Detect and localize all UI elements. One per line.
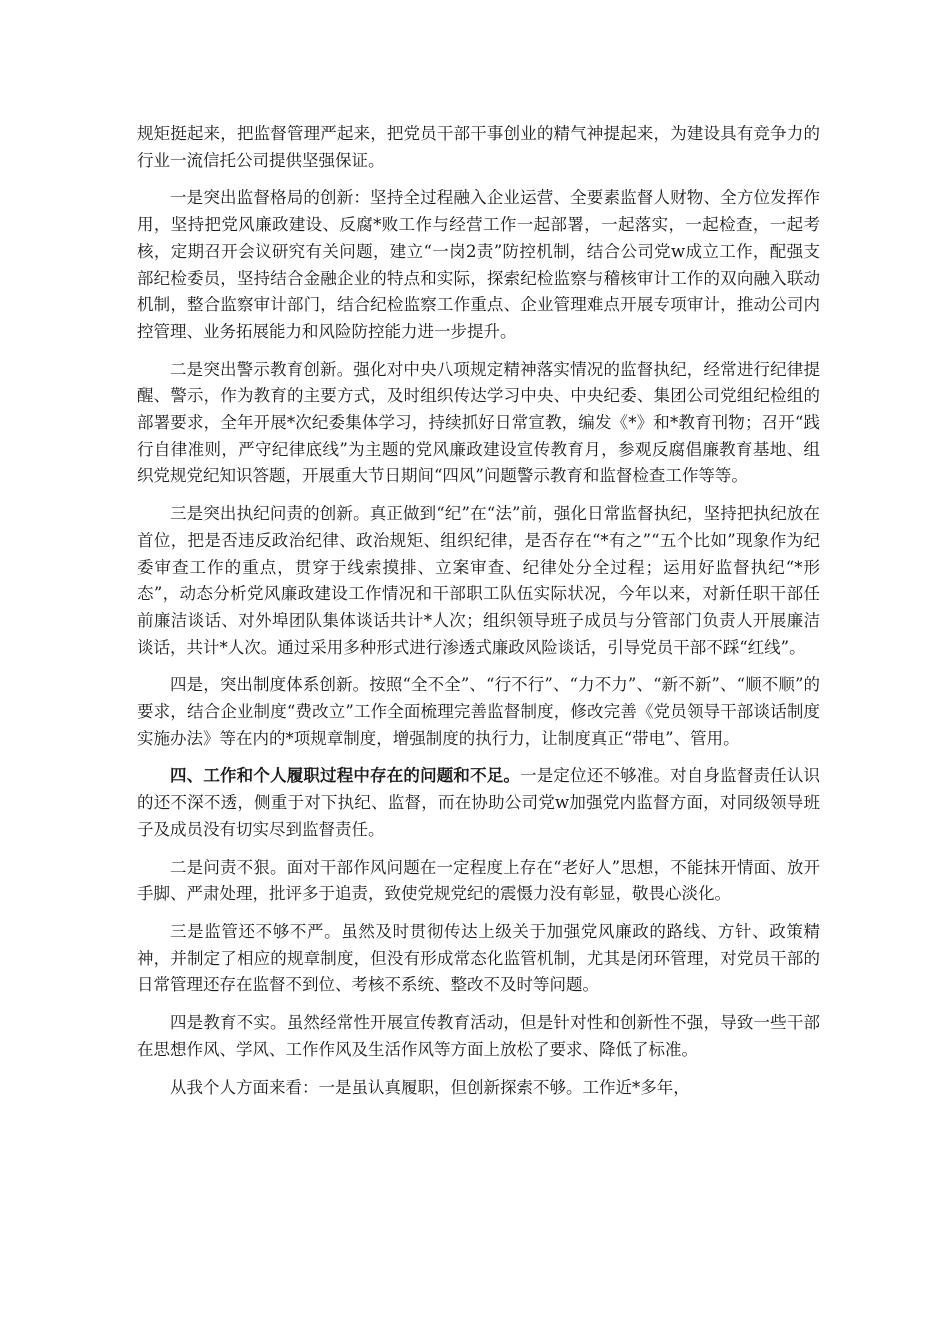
paragraph-text: 二是突出警示教育创新。强化对中央八项规定精神落实情况的监督执纪，经常进行纪律提醒、警示，作为教育的主要方式，及时组织传达学习中央、中央纪委、集团公司党组纪检组的部署要求，全年开展*次纪委集体学习，持续抓好日常宣教，编发《*》和*教育刊物；召开“践行自律准则，严守纪律底线”为主题的党风廉政建设宣传教育月，参观反腐倡廉教育基地、组织党规党纪知识答题，开展重大节日期间“四风”问题警示教育和监督检查工作等等。 <box>137 359 820 486</box>
paragraph-4 <box>137 501 820 661</box>
paragraph-2 <box>137 185 820 345</box>
paragraph-text: 三是突出执纪问责的创新。真正做到“纪”在“法”前，强化日常监督执纪，坚持把执纪放在首位，把是否违反政治纪律、政治规矩、组织纪律，是否存在“*有之”“五个比如”现象作为纪委审查工作的重点，贯穿于线索摸排、立案审查、纪律处分全过程；运用好监督执纪“*形态”，动态分析党风廉政建设工作情况和干部职工队伍实际状况，今年以来，对新任职干部任前廉洁谈话、对外埠团队集体谈话共计*人次；组织领导班子成员与分管部门负责人开展廉洁谈话，共计*人次。通过采用多种形式进行渗透式廉政风险谈话，引导党员干部不踩“红线”。 <box>137 504 820 657</box>
paragraph-text: 四是教育不实。虽然经常性开展宣传教育活动，但是针对性和创新性不强，导致一些干部在思想作风、学风、工作作风及生活作风等方面上放松了要求、降低了标准。 <box>137 1013 820 1059</box>
paragraph-text: 一是突出监督格局的创新：坚持全过程融入企业运营、全要素监督人财物、全方位发挥作用，坚持把党风廉政建设、反腐*败工作与经营工作一起部署，一起落实，一起检查，一起考核，定期召开会议研究有关问题，建立“一岗2责”防控机制，结合公司党w成立工作，配强支部纪检委员，坚持结合金融企业的特点和实际，探索纪检监察与稽核审计工作的双向融入联动机制，整合监察审计部门，结合纪检监察工作重点、企业管理难点开展专项审计，推动公司内控管理、业务拓展能力和风险防控能力进一步提升。 <box>137 188 820 341</box>
section-heading: 四、工作和个人履职过程中存在的问题和不足。 <box>170 766 521 786</box>
paragraph-text: 四是，突出制度体系创新。按照“全不全”、“行不行”、“力不力”、“新不新”、“顺不顺”的要求，结合企业制度“费改立”工作全面梳理完善监督制度，修改完善《党员领导干部谈话制度实施办法》等在内的*项规章制度，增强制度的执行力，让制度真正“带电”、管用。 <box>137 675 820 748</box>
paragraph-5 <box>137 672 820 752</box>
paragraph-text: 从我个人方面来看：一是虽认真履职，但创新探索不够。工作近*多年， <box>170 1077 690 1097</box>
paragraph-6 <box>137 763 820 843</box>
paragraph-8 <box>137 919 820 999</box>
document-page <box>137 121 820 1112</box>
paragraph-text: 三是监管还不够不严。虽然及时贯彻传达上级关于加强党风廉政的路线、方针、政策精神，并制定了相应的规章制度，但没有形成常态化监管机制，尤其是闭环管理，对党员干部的日常管理还存在监督不到位、考核不系统、整改不及时等问题。 <box>137 921 820 995</box>
paragraph-10 <box>137 1075 820 1102</box>
paragraph-1 <box>137 121 820 174</box>
paragraph-7 <box>137 855 820 908</box>
paragraph-3 <box>137 357 820 491</box>
paragraph-text: 规矩挺起来，把监督管理严起来，把党员干部干事创业的精气神提起来，为建设具有竞争力的行业一流信托公司提供坚强保证。 <box>137 124 820 170</box>
paragraph-text: 一是定位还不够准。对自身监督责任认识的还不深不透，侧重于对下执纪、监督，而在协助公司党w加强党内监督方面，对同级领导班子及成员没有切实尽到监督责任。 <box>137 766 821 839</box>
paragraph-text: 二是问责不狠。面对干部作风问题在一定程度上存在“老好人”思想，不能抹开情面、放开手脚、严肃处理，批评多于追责，致使党规党纪的震慑力没有彰显，敬畏心淡化。 <box>137 857 820 904</box>
paragraph-9 <box>137 1010 820 1063</box>
